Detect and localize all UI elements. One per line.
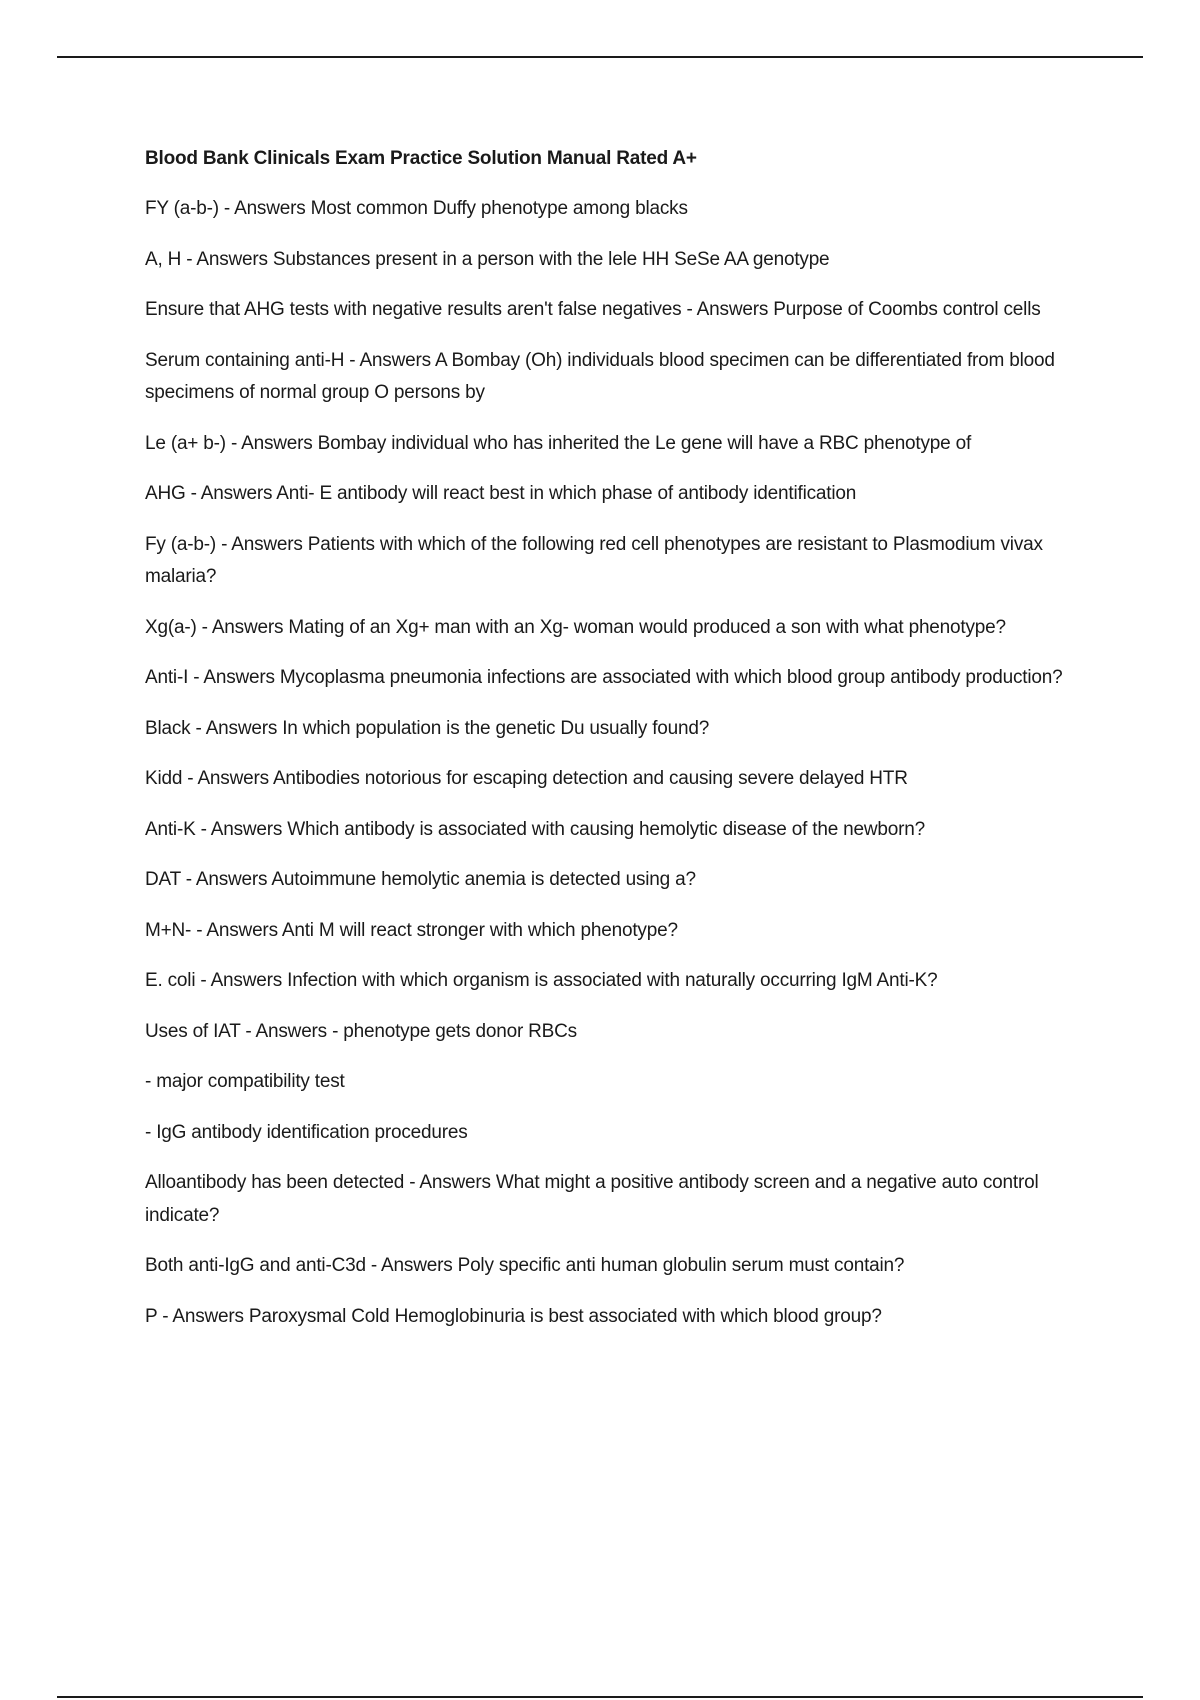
qa-entry: M+N- - Answers Anti M will react stronger with which phenotype? [145, 919, 678, 941]
qa-entry: Serum containing anti-H - Answers A Bombay (Oh) individuals blood specimen can be differentiated from blood specimens of normal group O persons by [145, 349, 1055, 403]
qa-entry: Uses of IAT - Answers - phenotype gets donor RBCs [145, 1020, 577, 1042]
qa-entry: - IgG antibody identification procedures [145, 1121, 468, 1143]
document-title: Blood Bank Clinicals Exam Practice Solution Manual Rated A+ [145, 148, 697, 169]
qa-entry: AHG - Answers Anti- E antibody will react best in which phase of antibody identification [145, 483, 857, 504]
qa-entry: E. coli - Answers Infection with which organism is associated with naturally occurring IgM Anti-K? [145, 970, 938, 991]
qa-entry: Fy (a-b-) - Answers Patients with which of the following red cell phenotypes are resistant to Plasmodium vivax malaria? [145, 533, 1043, 587]
qa-entry: A, H - Answers Substances present in a person with the lele HH SeSe AA genotype [145, 248, 830, 270]
qa-entry: Ensure that AHG tests with negative results aren't false negatives - Answers Purpose of Coombs control cells [145, 299, 1041, 320]
qa-entry: Both anti-IgG and anti-C3d - Answers Poly specific anti human globulin serum must contain? [145, 1255, 905, 1276]
qa-entry: Xg(a-) - Answers Mating of an Xg+ man with an Xg- woman would produced a son with what phenotype? [145, 616, 1006, 638]
qa-entry: P - Answers Paroxysmal Cold Hemoglobinuria is best associated with which blood group? [145, 1305, 882, 1327]
document-body [145, 143, 1095, 1351]
qa-entry: DAT - Answers Autoimmune hemolytic anemia is detected using a? [145, 869, 696, 890]
qa-entry: Le (a+ b-) - Answers Bombay individual who has inherited the Le gene will have a RBC phenotype of [145, 432, 972, 454]
top-rule [57, 56, 1143, 58]
qa-entry: Black - Answers In which population is the genetic Du usually found? [145, 717, 710, 739]
qa-entry: Kidd - Answers Antibodies notorious for escaping detection and causing severe delayed HTR [145, 768, 908, 789]
qa-entry: Anti-K - Answers Which antibody is associated with causing hemolytic disease of the newborn? [145, 818, 925, 840]
qa-entry: Alloantibody has been detected - Answers What might a positive antibody screen and a negative auto control indicate? [145, 1172, 1039, 1226]
qa-entry: Anti-I - Answers Mycoplasma pneumonia infections are associated with which blood group antibody production? [145, 667, 1063, 688]
qa-entry: FY (a-b-) - Answers Most common Duffy phenotype among blacks [145, 198, 688, 219]
qa-entry: - major compatibility test [145, 1071, 345, 1092]
bottom-rule [57, 1696, 1143, 1698]
